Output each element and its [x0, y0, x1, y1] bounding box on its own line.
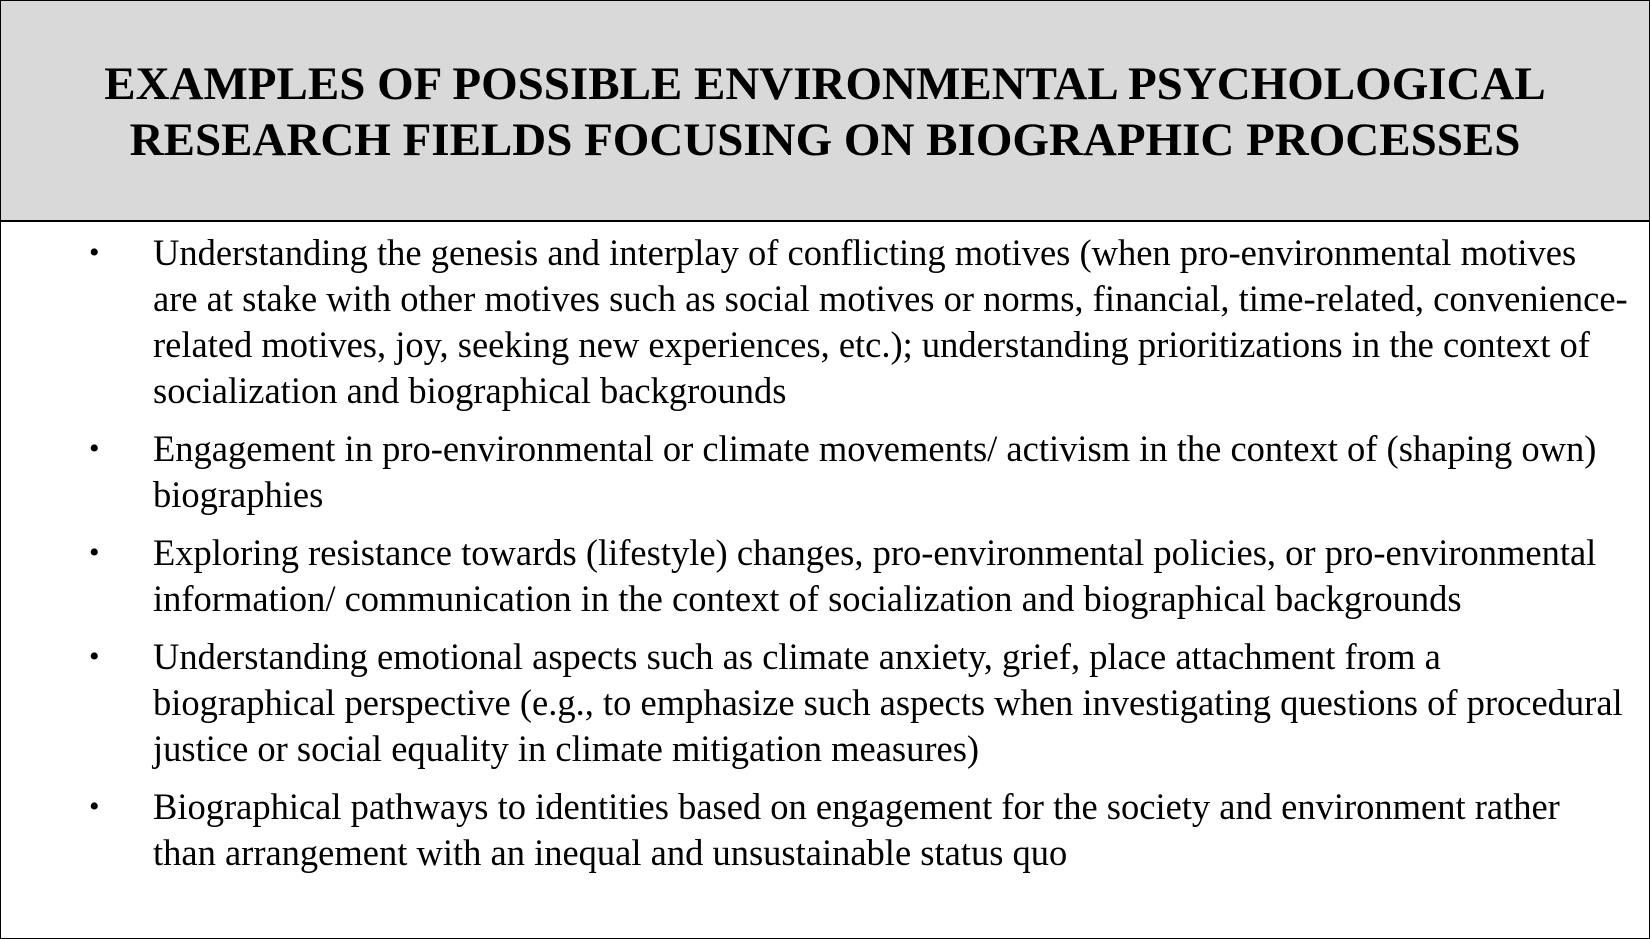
list-item [1, 230, 1649, 414]
list-item-text: Engagement in pro-environmental or climate movements/ activism in the context of (shaping own) biographies [153, 428, 1597, 515]
list-item-text: Understanding emotional aspects such as climate anxiety, grief, place attachment from a biographical perspective (e.g., to emphasize such aspects when investigating questions of procedural justice or social equality in climate mitigation measures) [153, 636, 1623, 769]
bullet-icon: • [89, 536, 100, 569]
list-item-text: Understanding the genesis and interplay of conflicting motives (when pro-environmental motives are at stake with other motives such as social motives or norms, financial, time-related, convenience-related motives, joy, seeking new experiences, etc.); understanding prioritizations in the context of socialization and biographical backgrounds [153, 232, 1628, 411]
bullet-icon: • [89, 236, 100, 269]
list-item-text: Exploring resistance towards (lifestyle) changes, pro-environmental policies, or pro-environmental information/ communication in the context of socialization and biographical backgrounds [153, 532, 1597, 619]
list-item [1, 634, 1649, 772]
list-item-text: Biographical pathways to identities based on engagement for the society and environment rather than arrangement with an inequal and unsustainable status quo [153, 786, 1560, 873]
list-item [1, 426, 1649, 518]
research-fields-list [1, 222, 1649, 876]
bullet-icon: • [89, 432, 100, 465]
header-band [1, 1, 1649, 222]
box-title: EXAMPLES OF POSSIBLE ENVIRONMENTAL PSYCHOLOGICAL RESEARCH FIELDS FOCUSING ON BIOGRAPHIC PROCESSES [104, 57, 1546, 166]
list-item [1, 784, 1649, 876]
bullet-icon: • [89, 640, 100, 673]
bullet-icon: • [89, 790, 100, 823]
list-item [1, 530, 1649, 622]
